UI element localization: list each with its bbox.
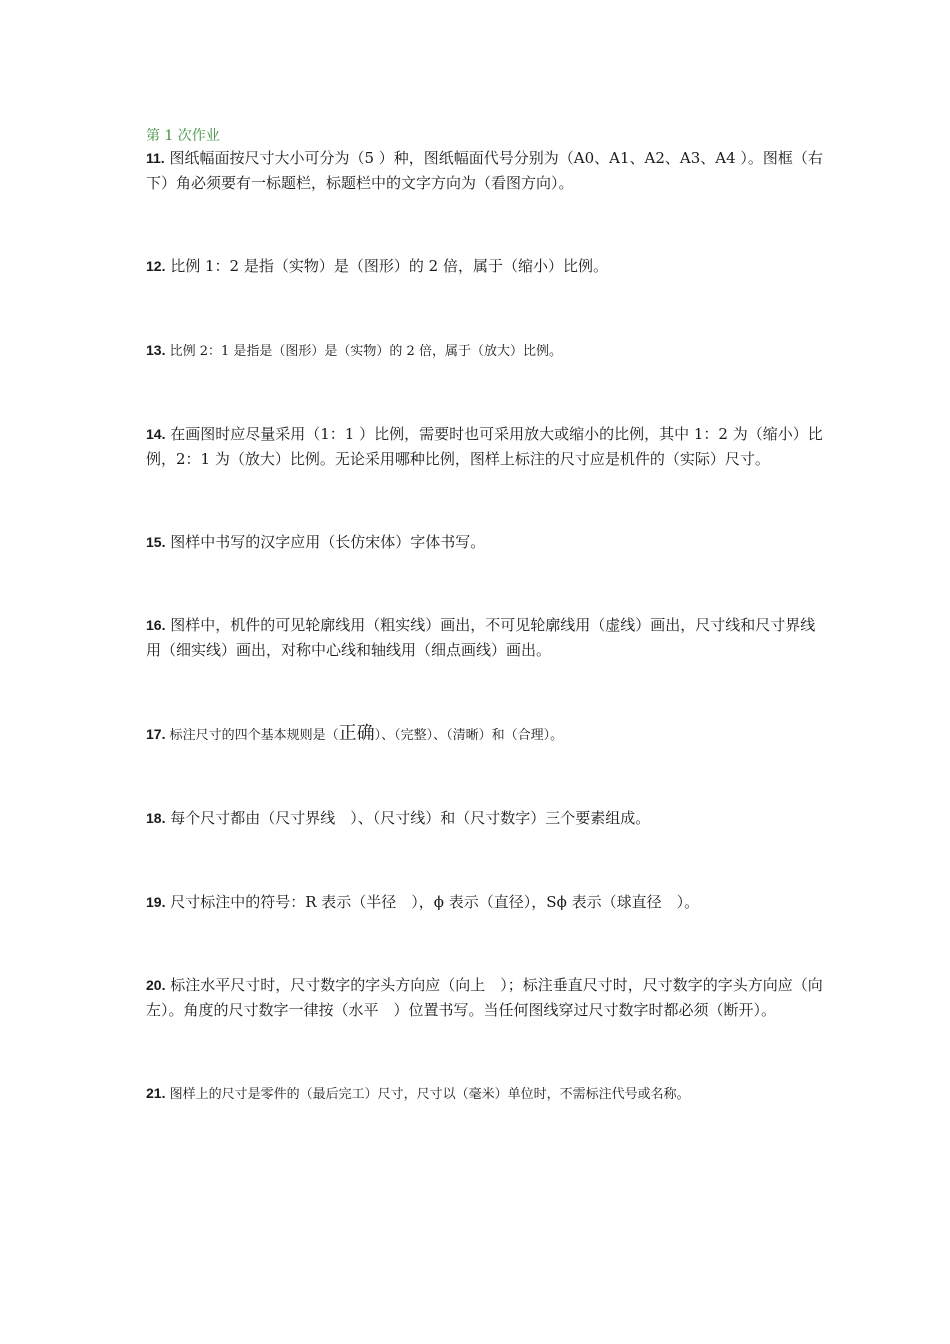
question-text: 在画图时应尽量采用（1：1 ）比例，需要时也可采用放大或缩小的比例，其中 1：2 为（缩小）比例，2：1 为（放大）比例。无论采用哪种比例，图样上标注的尺寸应是机件的（实际）尺寸。 — [146, 425, 823, 468]
question-18 — [146, 806, 826, 831]
question-text: 尺寸标注中的符号：R 表示（半径 ），ϕ 表示（直径），Sϕ 表示（球直径 ）。 — [165, 893, 700, 911]
question-16 — [146, 613, 826, 663]
question-text: 每个尺寸都由（尺寸界线 ）、（尺寸线）和（尺寸数字）三个要素组成。 — [165, 809, 651, 827]
question-text: 图纸幅面按尺寸大小可分为（5 ）种，图纸幅面代号分别为（A0、A1、A2、A3、A4 ）。图框（右下）角必须要有一标题栏，标题栏中的文字方向为（看图方向）。 — [146, 149, 823, 192]
question-text: 图样中书写的汉字应用（长仿宋体）字体书写。 — [165, 533, 486, 551]
question-number: 19. — [146, 894, 166, 910]
assignment-heading: 第 1 次作业 — [146, 128, 220, 144]
question-20 — [146, 973, 826, 1023]
question-number: 13. — [146, 342, 166, 358]
question-number: 12. — [146, 258, 166, 274]
question-19 — [146, 890, 826, 915]
question-number: 18. — [146, 810, 166, 826]
question-17 — [146, 721, 826, 748]
question-number: 11. — [146, 150, 165, 166]
question-number: 15. — [146, 534, 166, 550]
question-number: 20. — [146, 977, 166, 993]
question-text: 图样上的尺寸是零件的（最后完工）尺寸，尺寸以（毫米）单位时，不需标注代号或名称。 — [165, 1087, 690, 1102]
question-text: 标注水平尺寸时，尺寸数字的字头方向应（向上 ）；标注垂直尺寸时，尺寸数字的字头方向应（向左）。角度的尺寸数字一律按（水平 ）位置书写。当任何图线穿过尺寸数字时都必须（断开）。 — [146, 976, 823, 1019]
document-page — [146, 126, 826, 1107]
question-11 — [146, 146, 826, 196]
question-text: 比例 2：1 是指是（图形）是（实物）的 2 倍，属于（放大）比例。 — [165, 344, 562, 359]
question-text: 图样中，机件的可见轮廓线用（粗实线）画出，不可见轮廓线用（虚线）画出，尺寸线和尺寸界线用（细实线）画出，对称中心线和轴线用（细点画线）画出。 — [146, 616, 816, 659]
question-text-post: ）、（完整）、（清晰）和（合理）。 — [374, 728, 564, 743]
question-number: 16. — [146, 617, 166, 633]
question-text-emphasis: 正确 — [338, 723, 375, 744]
question-15 — [146, 530, 826, 555]
question-number: 14. — [146, 426, 166, 442]
question-number: 17. — [146, 726, 166, 742]
question-14 — [146, 422, 826, 472]
question-13 — [146, 338, 826, 364]
question-text-pre: 标注尺寸的四个基本规则是（ — [165, 728, 339, 743]
question-text: 比例 1：2 是指（实物）是（图形）的 2 倍，属于（缩小）比例。 — [165, 257, 608, 275]
question-number: 21. — [146, 1085, 166, 1101]
question-12 — [146, 254, 826, 279]
question-21 — [146, 1081, 826, 1107]
